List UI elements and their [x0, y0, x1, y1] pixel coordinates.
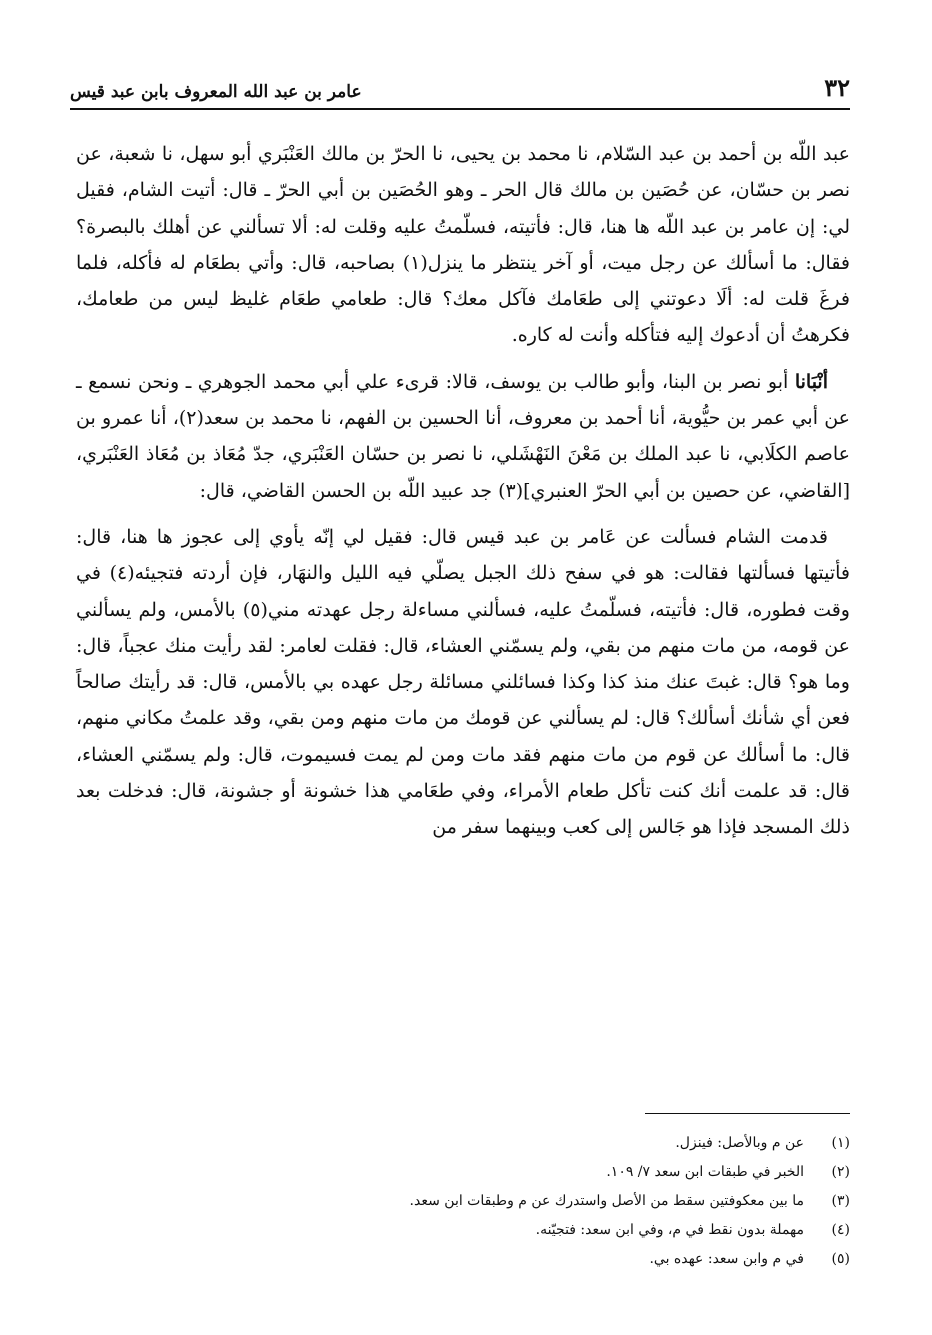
footnote-number: (١) — [831, 1135, 850, 1151]
running-title: عامر بن عبد الله المعروف بابن عبد قيس — [70, 82, 362, 102]
footnote-text: ما بين معكوفتين سقط من الأصل واستدرك عن م وطبقات ابن سعد. — [409, 1193, 804, 1209]
paragraph-1 — [76, 136, 850, 354]
paragraph-2-text: أبو نصر بن البنا، وأبو طالب بن يوسف، قالا: قرىء علي أبي محمد الجوهري ـ ونحن نسمع ـ عن أبي عمر بن حيُّوية، أنا أحمد بن معروف، أنا الحسين بن الفهم، نا محمد بن سعد(٢)، أنا عمرو بن عاصم الكلَابي، نا عبد الملك بن مَعْنَ النَهْشَلي، نا نصر بن حسّان العَنْبَري، جدّ مُعَاذ بن مُعَاذ العَنْبَري، [القاضي، عن حصين بن أبي الحرّ العنبري](٣) جد عبيد اللّه بن الحسن القاضي، قال: — [76, 370, 851, 502]
footnote-text: في م وابن سعد: عهده بي. — [649, 1251, 804, 1267]
main-text — [76, 136, 850, 856]
paragraph-2-lead-word: أنْبَانا — [794, 370, 828, 393]
footnote-1 — [90, 1129, 850, 1158]
footnote-2 — [90, 1158, 850, 1187]
footnote-3 — [90, 1187, 850, 1216]
footnote-text: مهملة بدون نقط في م، وفي ابن سعد: فتجيّنه. — [535, 1222, 804, 1238]
footnote-number: (٢) — [831, 1164, 850, 1180]
paragraph-2 — [76, 364, 850, 509]
footnote-5 — [90, 1245, 850, 1274]
paragraph-1-text: عبد اللّه بن أحمد بن عبد السّلام، نا محمد بن يحيى، نا الحرّ بن مالك العَنْبَري أبو سهل، نا شعبة، عن نصر بن حسّان، عن حُصَين بن مالك قال الحر ـ وهو الحُصَين بن أبي الحرّ ـ قال: أتيت الشام، فقيل لي: إن عامر بن عبد اللّه ها هنا، قال: فأتيته، فسلّمتُ عليه وقلت له: ألا تسألني عن أهلك بالبصرة؟ فقال: ما أسألك عن رجل ميت، أو آخر ينتظر ما ينزل(١) بصاحبه، قال: وأتي بطعَام له فأكله، فلما فرغَ قلت له: ألَا دعوتني إلى طعَامك فآكل معك؟ قال: طعامي طعَام غليظ ليس من طعامك، فكرهتُ أن أدعوك إليه فتأكله وأنت له كاره. — [76, 143, 851, 347]
page-header — [70, 66, 850, 110]
footnote-4 — [90, 1216, 850, 1245]
paragraph-3-text: قدمت الشام فسألت عن عَامر بن عبد قيس قال: فقيل لي إنّه يأوي إلى عجوز ها هنا، قال: فأتيتها فسألتها فقالت: هو في سفح ذلك الجبل يصلّي فيه الليل والنهَار، فإن أردته فتجيئه(٤) في وقت فطوره، قال: فأتيته، فسلّمتُ عليه، فسألني مساءلة رجل عهدته مني(٥) بالأمس، ولم يسألني عن قومه، من مات منهم من بقي، ولم يسمّني العشاء، قال: فقلت لعامر: لقد رأيت منك عجباً، قال: وما هو؟ قال: غبتَ عنك منذ كذا وكذا فسائلني مسائلة رجل عهده بي بالأمس، قال: قد رأيتك صالحاً فعن أي شأنك أسألك؟ قال: لم يسألني عن قومك من مات منهم ومن بقي، وقد علمتُ مكاني منهم، قال: ما أسألك عن قوم من مات منهم فقد مات ومن لم يمت فسيموت، قال: ولم يسمّني العشاء، قال: قد علمت أنك كنت تأكل طعام الأمراء، وفي طعَامي هذا خشونة أو جشونة، قال: فدخلت بعد ذلك المسجد فإذا هو جَالس إلى كعب وبينهما سفر من — [76, 525, 850, 839]
paragraph-3 — [76, 519, 850, 846]
footnotes — [90, 1129, 850, 1274]
page-number: ٣٢ — [824, 73, 850, 102]
footnote-number: (٣) — [831, 1193, 850, 1209]
footnote-number: (٤) — [831, 1222, 850, 1238]
footnote-separator — [645, 1113, 850, 1114]
footnote-number: (٥) — [831, 1251, 850, 1267]
footnote-text: عن م وبالأصل: فينزل. — [675, 1135, 804, 1151]
footnote-text: الخبر في طبقات ابن سعد ٧/ ١٠٩. — [606, 1164, 804, 1180]
